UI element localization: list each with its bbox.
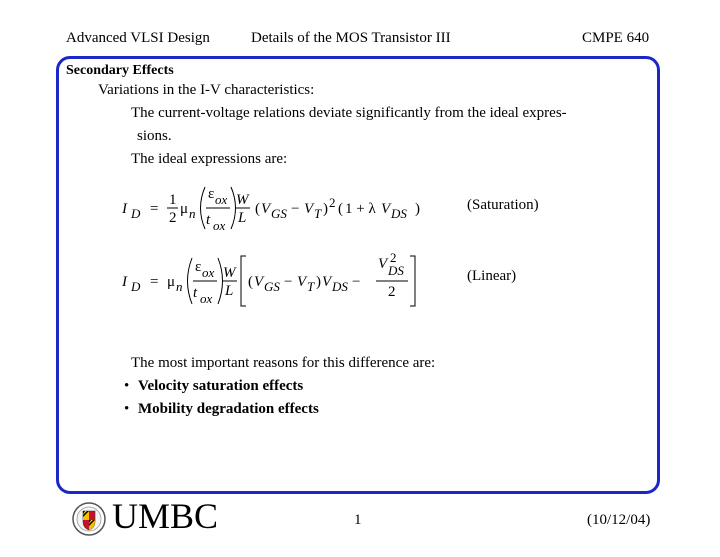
svg-text:T: T <box>307 279 315 294</box>
svg-text:ox: ox <box>200 291 213 306</box>
svg-text:D: D <box>131 206 141 221</box>
svg-text:1 + λ: 1 + λ <box>345 201 376 217</box>
saturation-equation <box>118 180 438 240</box>
svg-text:DS: DS <box>388 263 404 278</box>
svg-text:W: W <box>223 265 236 281</box>
course-code: CMPE 640 <box>582 30 650 46</box>
svg-text:n: n <box>176 279 183 294</box>
svg-text:I: I <box>122 201 127 217</box>
svg-text:=: = <box>150 201 159 217</box>
linear-equation <box>118 250 438 312</box>
svg-text:=: = <box>150 274 159 290</box>
svg-text:ε: ε <box>195 259 202 275</box>
svg-text:ox: ox <box>202 265 215 280</box>
intro-text: Variations in the I-V characteristics: <box>98 82 315 98</box>
svg-text:t: t <box>206 212 211 228</box>
bullet-text: Mobility degradation effects <box>138 401 319 417</box>
saturation-label: (Saturation) <box>467 197 539 213</box>
svg-text:ε: ε <box>208 186 215 202</box>
svg-text:t: t <box>193 285 198 301</box>
svg-text:−: − <box>352 274 361 290</box>
svg-text:L: L <box>238 210 247 226</box>
paragraph-line-1: The current-voltage relations deviate significantly from the ideal expres- <box>131 105 567 121</box>
svg-text:(: ( <box>248 274 253 290</box>
svg-text:1: 1 <box>169 192 177 208</box>
svg-text:(: ( <box>338 201 343 217</box>
svg-text:W: W <box>236 192 249 208</box>
svg-text:n: n <box>189 206 196 221</box>
svg-text:GS: GS <box>264 279 280 294</box>
umbc-logo-text: UMBC <box>112 496 219 536</box>
svg-text:ox: ox <box>213 218 226 233</box>
svg-text:2: 2 <box>388 284 396 300</box>
ideal-expressions-text: The ideal expressions are: <box>131 151 288 167</box>
svg-text:T: T <box>314 206 322 221</box>
svg-text:DS: DS <box>332 279 348 294</box>
svg-text:V: V <box>261 201 271 217</box>
bullet-item <box>124 378 303 395</box>
svg-text:2: 2 <box>390 250 397 265</box>
svg-text:): ) <box>316 274 321 290</box>
svg-text:V: V <box>381 201 391 217</box>
course-title: Advanced VLSI Design <box>66 30 210 46</box>
svg-text:V: V <box>378 256 388 272</box>
reasons-intro: The most important reasons for this difference are: <box>131 355 436 371</box>
paragraph-line-2: sions. <box>137 128 172 144</box>
svg-text:2: 2 <box>169 210 177 226</box>
svg-text:V: V <box>304 201 314 217</box>
bullet-item <box>124 401 319 418</box>
svg-text:D: D <box>131 279 141 294</box>
svg-text:DS: DS <box>391 206 407 221</box>
svg-text:): ) <box>323 201 328 217</box>
svg-text:V: V <box>254 274 264 290</box>
svg-text:μ: μ <box>180 201 189 217</box>
svg-text:): ) <box>415 201 420 217</box>
svg-text:V: V <box>297 274 307 290</box>
svg-text:μ: μ <box>167 274 176 290</box>
lecture-title: Details of the MOS Transistor III <box>251 30 451 46</box>
slide-date: (10/12/04) <box>587 512 651 528</box>
svg-text:I: I <box>122 274 127 290</box>
svg-text:ox: ox <box>215 192 228 207</box>
svg-text:V: V <box>322 274 332 290</box>
bullet-dot: • <box>124 401 130 417</box>
page-number: 1 <box>354 512 362 528</box>
umbc-seal-icon <box>72 502 106 536</box>
linear-label: (Linear) <box>467 268 517 284</box>
svg-text:GS: GS <box>271 206 287 221</box>
svg-text:−: − <box>291 201 300 217</box>
svg-text:−: − <box>284 274 293 290</box>
bullet-text: Velocity saturation effects <box>138 378 304 394</box>
svg-text:L: L <box>225 283 234 299</box>
bullet-dot: • <box>124 378 130 394</box>
svg-text:(: ( <box>255 201 260 217</box>
section-title: Secondary Effects <box>66 63 174 78</box>
svg-text:2: 2 <box>329 195 336 210</box>
